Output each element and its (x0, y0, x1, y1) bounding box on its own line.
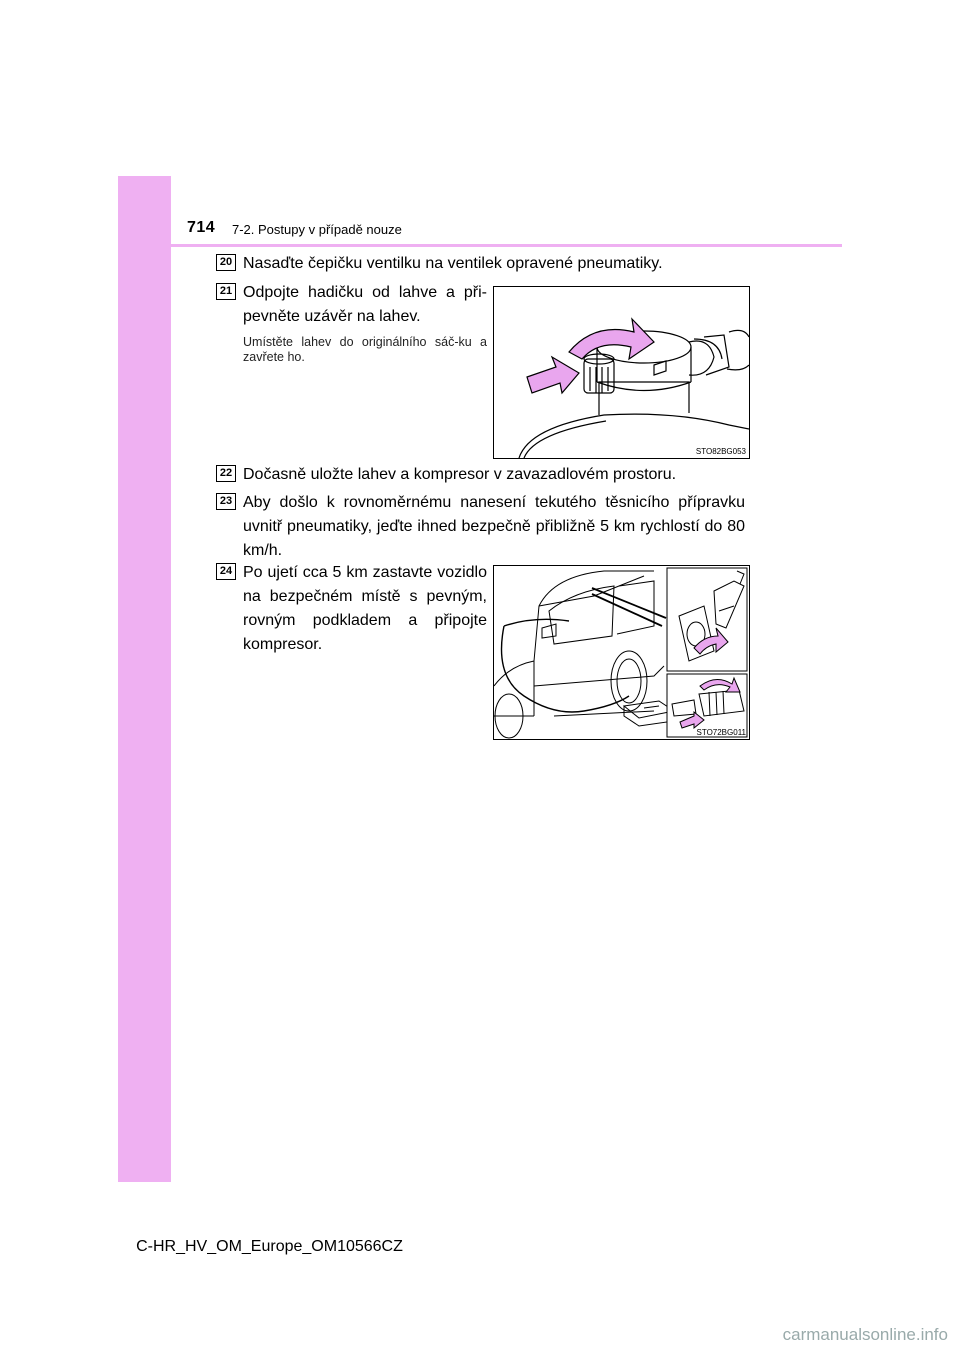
bottle-cap-illustration (493, 286, 750, 459)
document-id: C-HR_HV_OM_Europe_OM10566CZ (136, 1238, 403, 1255)
step-number-badge: 21 (216, 283, 236, 300)
step-number-badge: 20 (216, 254, 236, 271)
step-text: Po ujetí cca 5 km zastavte vozidlo na bezpečném místě s pevným, rovným podkladem a připojte kompresor. (243, 564, 487, 653)
step-number-badge: 22 (216, 465, 236, 482)
step-text: Odpojte hadičku od lahve a při-pevněte uzávěr na lahev. (243, 284, 487, 325)
step-note: Umístěte lahev do originálního sáč-ku a zavřete ho. (243, 335, 487, 364)
step-number-badge: 24 (216, 563, 236, 580)
push-arrow (527, 357, 579, 393)
step-number-badge: 23 (216, 493, 236, 510)
side-tab-bar (118, 176, 171, 1182)
figure-code: STO82BG053 (695, 447, 746, 456)
car-compressor-illustration (493, 565, 750, 740)
step-text: Dočasně uložte lahev a kompresor v zavazadlovém prostoru. (243, 466, 677, 483)
watermark: carmanualsonline.info (782, 1325, 948, 1344)
step-text: Nasaďte čepičku ventilku na ventilek opravené pneumatiky. (243, 255, 663, 272)
rotate-arrow (569, 319, 654, 359)
bottle-cap-drawing (494, 287, 749, 458)
step-text: Aby došlo k rovnoměrnému nanesení tekutého těsnicího přípravku uvnitř pneumatiky, jeďte ihned bezpečně přibližně 5 km rychlostí do 80 km/h. (243, 494, 745, 559)
car-compressor-drawing (494, 566, 749, 739)
figure-code: STO72BG011 (696, 728, 746, 737)
section-title: 7-2. Postupy v případě nouze (232, 222, 402, 237)
header-divider (171, 244, 842, 247)
page-number: 714 (187, 219, 216, 236)
